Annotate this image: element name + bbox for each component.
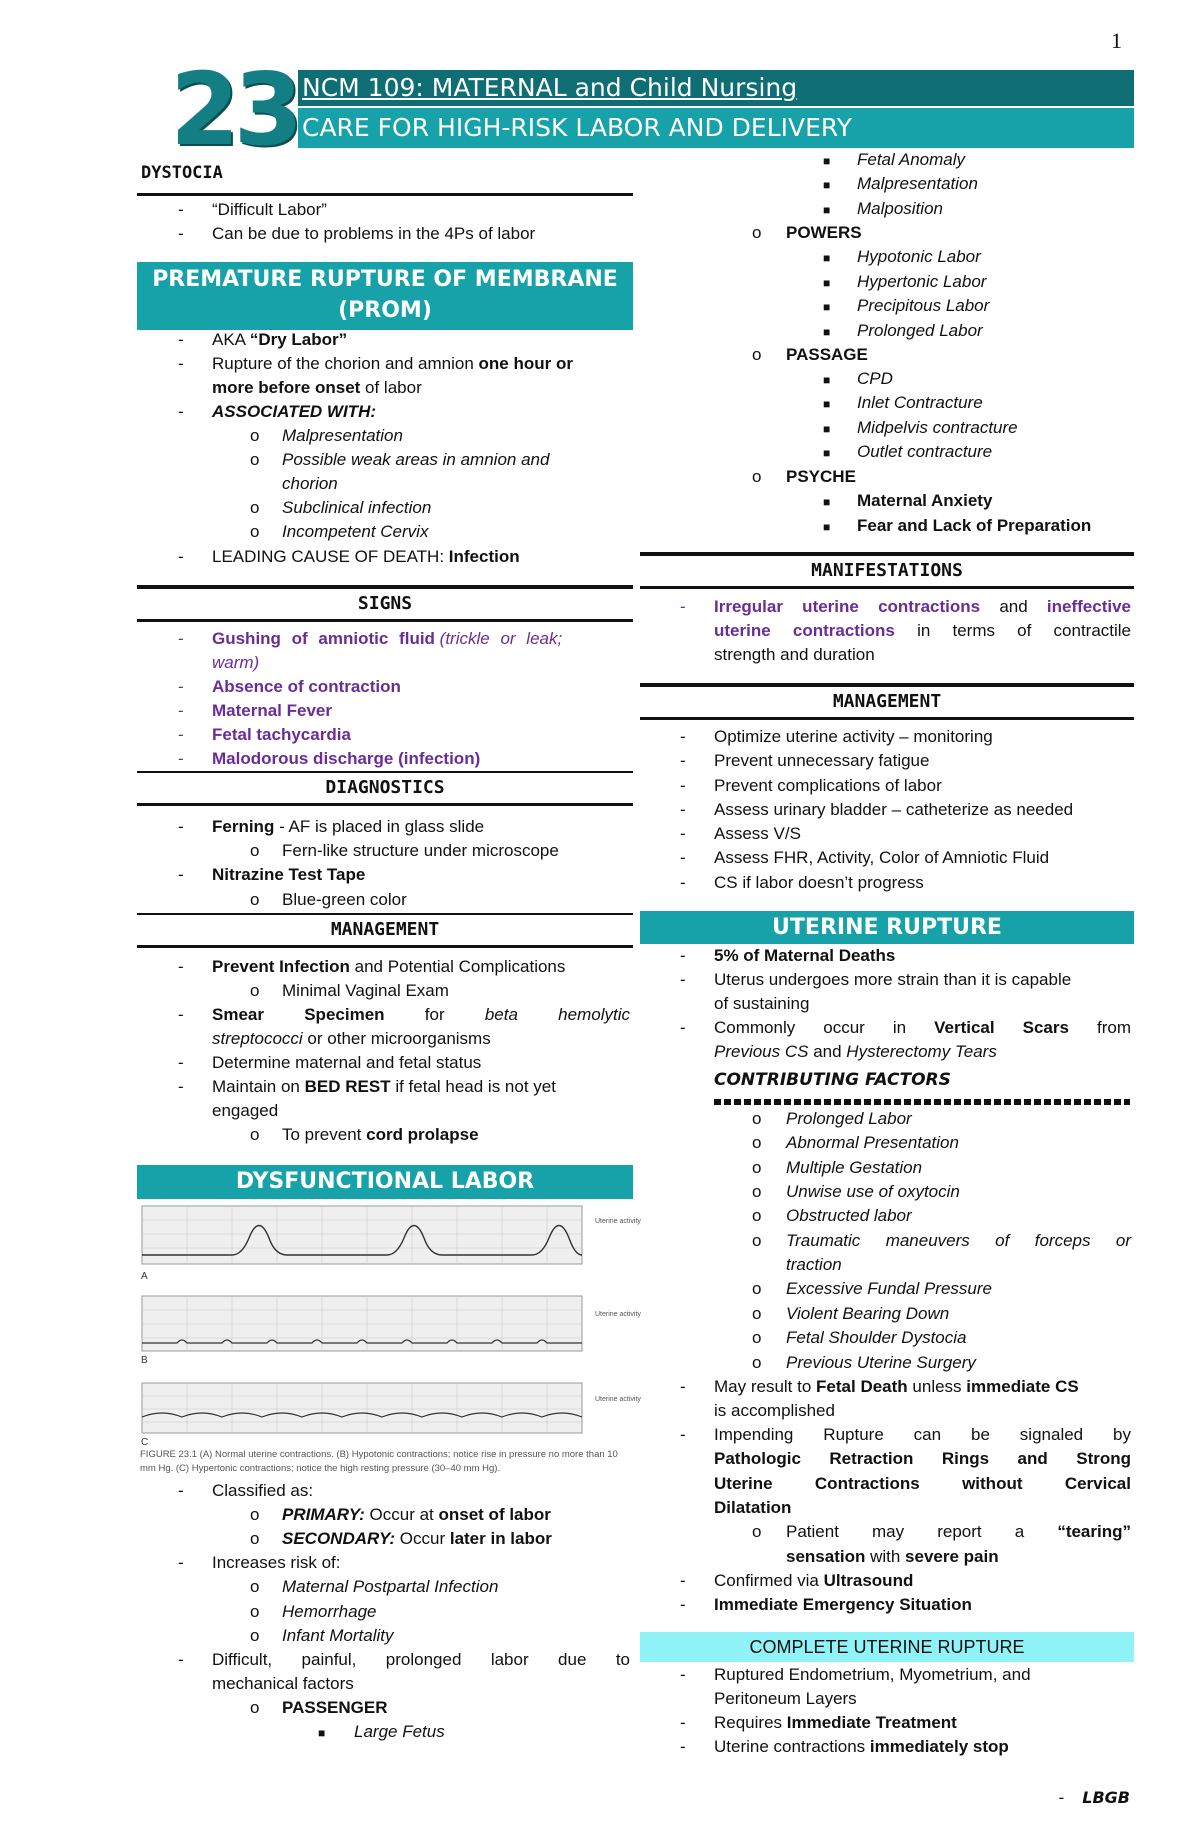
management-heading: MANAGEMENT [137,913,633,948]
strip-b [141,1296,641,1366]
manifestation-item: uterine contractions in terms of contractile [714,621,1132,640]
powers-item: Hypotonic Labor [857,247,981,266]
management-item: Optimize uterine activity – monitoring [714,727,993,746]
passenger-item: Malpresentation [857,174,978,193]
contributing-factor: Prolonged Labor [786,1109,912,1128]
management-item: Determine maternal and fetal status [212,1053,482,1072]
risk-item: Maternal Postpartal Infection [282,1577,499,1596]
strip-a [141,1206,641,1282]
passage-item: Outlet contracture [857,442,993,461]
prom-title-line: (PROM) [338,298,432,323]
psyche-item: Maternal Anxiety [857,491,993,510]
sign-item: Absence of contraction [212,677,401,696]
passenger-item: Malposition [857,199,943,218]
topic-title: CARE FOR HIGH-RISK LABOR AND DELIVERY [298,108,1134,148]
divider [137,193,633,196]
uterine-rupture-item: Uterus undergoes more strain than it is capable [714,970,1072,989]
course-title: NCM 109: MATERNAL and Child Nursing [302,73,798,102]
dystocia-item: “Difficult Labor” [212,200,327,219]
contributing-factor: Excessive Fundal Pressure [786,1279,992,1298]
classification-item: PRIMARY: Occur at onset of labor [282,1505,551,1524]
contributing-factor: Traumatic maneuvers of forceps or [786,1231,1131,1250]
complete-uterine-rupture-title: COMPLETE UTERINE RUPTURE [640,1632,1134,1662]
confirmation-note: Confirmed via Ultrasound [714,1571,914,1590]
management-item: Prevent complications of labor [714,776,942,795]
fetal-death-note: is accomplished [714,1401,835,1420]
sign-item: Gushing of amniotic fluid (trickle or leak; [212,629,563,648]
difficult-labor-text: Difficult, painful, prolonged labor due to [212,1650,630,1669]
impending-rupture: Uterine Contractions without Cervical [714,1474,1131,1493]
difficult-labor-text: mechanical factors [212,1674,354,1693]
management-item: Smear Specimen for beta hemolytic [212,1005,630,1024]
sign-item: warm) [212,653,260,672]
prom-title [137,262,633,330]
powers-item: Precipitous Labor [857,296,990,315]
manifestations-heading: MANIFESTATIONS [640,552,1134,589]
uterine-rupture-item: 5% of Maternal Deaths [714,946,896,965]
uterine-rupture-item: of sustaining [714,994,810,1013]
strip-c [141,1383,641,1448]
dystocia-item: Can be due to problems in the 4Ps of labor [212,224,536,243]
prom-aka: AKA “Dry Labor” [212,330,348,349]
diagnostic-item: Nitrazine Test Tape [212,865,366,884]
psyche-heading: PSYCHE [786,467,856,486]
increases-label: Increases risk of: [212,1553,341,1572]
passenger-item: Fetal Anomaly [857,150,966,169]
impending-rupture: Pathologic Retraction Rings and Strong [714,1449,1131,1468]
fetal-death-note: May result to Fetal Death unless immediate CS [714,1377,1079,1396]
classified-label: Classified as: [212,1481,314,1500]
powers-item: Hypertonic Labor [857,272,987,291]
passage-item: CPD [857,369,893,388]
powers-heading: POWERS [786,223,862,242]
complete-rupture-item: Peritoneum Layers [714,1689,857,1708]
management-item: Assess urinary bladder – catheterize as needed [714,800,1074,819]
associated-item: chorion [282,474,338,493]
sign-item: Fetal tachycardia [212,725,351,744]
associated-item: Possible weak areas in amnion and [282,450,550,469]
signs-heading: SIGNS [137,585,633,622]
management-item: Assess FHR, Activity, Color of Amniotic Fluid [714,848,1050,867]
associated-item: Incompetent Cervix [282,522,429,541]
contributing-factor: traction [786,1255,842,1274]
course-title-bar [298,70,1134,106]
passenger-heading: PASSENGER [282,1698,388,1717]
contributing-factor: Obstructed labor [786,1206,912,1225]
complete-rupture-item: Ruptured Endometrium, Myometrium, and [714,1665,1031,1684]
footer: - LBGB [1058,1788,1130,1807]
impending-rupture: Dilatation [714,1498,792,1517]
management-item: Assess V/S [714,824,801,843]
manifestation-item: strength and duration [714,645,875,664]
management-heading: MANAGEMENT [640,683,1134,720]
strip-b-caption: Uterine activity [595,1311,641,1318]
psyche-item: Fear and Lack of Preparation [857,516,1092,535]
sign-item: Malodorous discharge (infection) [212,749,481,768]
uterine-rupture-title: UTERINE RUPTURE [640,911,1134,944]
impending-rupture: Patient may report a “tearing” [786,1522,1131,1541]
diagnostic-item: Blue-green color [282,890,407,909]
emergency-note: Immediate Emergency Situation [714,1595,972,1614]
prom-definition: more before onset of labor [212,378,422,397]
risk-item: Hemorrhage [282,1602,377,1621]
figure-caption-line: FIGURE 23.1 (A) Normal uterine contractions. (B) Hypotonic contractions; notice rise in pressure no more than 10 [140,1449,618,1460]
sign-item: Maternal Fever [212,701,332,720]
footer-initials: LBGB [1082,1788,1130,1807]
contributing-factor: Multiple Gestation [786,1158,923,1177]
contributing-factor: Previous Uterine Surgery [786,1353,976,1372]
figure-caption-line: mm Hg. (C) Hypertonic contractions; notice the high resting pressure (30–40 mm Hg). [140,1463,501,1474]
associated-heading: ASSOCIATED WITH: [212,402,377,421]
passage-item: Midpelvis contracture [857,418,1018,437]
contributing-factor: Abnormal Presentation [786,1133,959,1152]
strip-c-caption: Uterine activity [595,1396,641,1403]
classification-item: SECONDARY: Occur later in labor [282,1529,552,1548]
management-item: Prevent unnecessary fatigue [714,751,930,770]
diagnostic-item: Fern-like structure under microscope [282,841,559,860]
complete-rupture-item: Uterine contractions immediately stop [714,1737,1009,1756]
uterine-rupture-item: Previous CS and Hysterectomy Tears [714,1042,997,1061]
uterine-rupture-item: Commonly occur in Vertical Scars from [714,1018,1131,1037]
dotted-divider [714,1099,1130,1105]
passage-item: Inlet Contracture [857,393,983,412]
management-item: Prevent Infection and Potential Complications [212,957,566,976]
management-item: streptococci or other microorganisms [212,1029,491,1048]
contributing-factors-heading: CONTRIBUTING FACTORS [714,1070,951,1090]
diagnostic-item: Ferning - AF is placed in glass slide [212,817,485,836]
powers-item: Prolonged Labor [857,321,983,340]
chapter-number: 23 [170,51,298,168]
page-number: 1 [1111,28,1122,53]
manifestation-item: Irregular uterine contractions and ineffective [714,597,1131,616]
management-item: CS if labor doesn’t progress [714,873,924,892]
dystocia-heading: DYSTOCIA [141,163,223,183]
prom-title-line: PREMATURE RUPTURE OF MEMBRANE [152,267,618,292]
risk-item: Infant Mortality [282,1626,394,1645]
impending-rupture: Impending Rupture can be signaled by [714,1425,1131,1444]
strip-c-label: C [141,1437,149,1448]
strip-a-label: A [141,1271,148,1282]
diagnostics-heading: DIAGNOSTICS [137,771,633,806]
impending-rupture: sensation with severe pain [786,1547,999,1566]
associated-item: Malpresentation [282,426,403,445]
strip-a-caption: Uterine activity [595,1218,641,1225]
contributing-factor: Fetal Shoulder Dystocia [786,1328,967,1347]
contributing-factor: Unwise use of oxytocin [786,1182,960,1201]
management-item: Maintain on BED REST if fetal head is not yet [212,1077,556,1096]
prom-definition: Rupture of the chorion and amnion one hour or [212,354,573,373]
passenger-item: Large Fetus [354,1722,445,1741]
figure-caption [140,1448,630,1476]
associated-item: Subclinical infection [282,498,432,517]
management-item: To prevent cord prolapse [282,1125,479,1144]
figure-svg [137,1203,641,1473]
contributing-factor: Violent Bearing Down [786,1304,950,1323]
management-item: engaged [212,1101,279,1120]
strip-b-label: B [141,1355,148,1366]
complete-rupture-item: Requires Immediate Treatment [714,1713,957,1732]
leading-cause: LEADING CAUSE OF DEATH: Infection [212,547,520,566]
dysfunctional-labor-title: DYSFUNCTIONAL LABOR [137,1165,633,1199]
management-item: Minimal Vaginal Exam [282,981,449,1000]
passage-heading: PASSAGE [786,345,868,364]
